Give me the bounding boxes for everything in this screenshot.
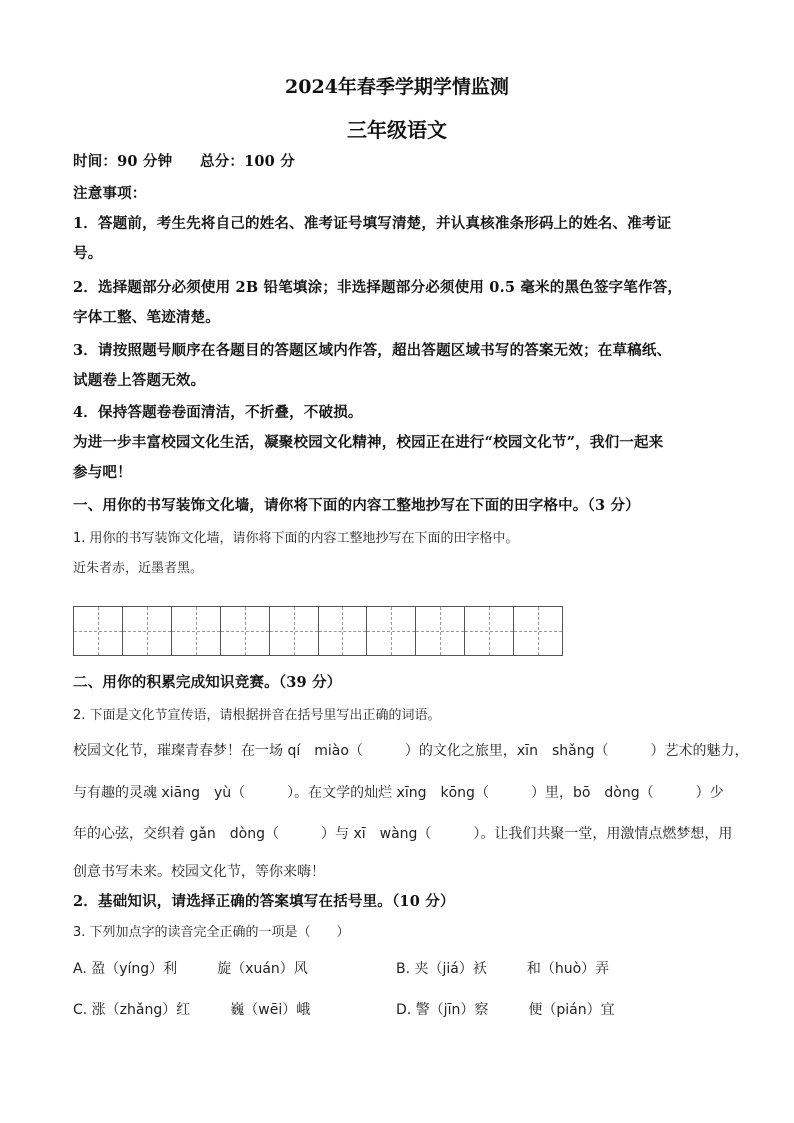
- question-2: 2. 下面是文化节宣传语，请根据拼音在括号里写出正确的词语。: [73, 708, 441, 723]
- question-3: 3. 下列加点字的读音完全正确的一项是（ ）: [73, 925, 350, 940]
- tianzige-cell[interactable]: [319, 607, 368, 655]
- tianzige-cell[interactable]: [172, 607, 221, 655]
- tianzige-cell[interactable]: [123, 607, 172, 655]
- tianzige-grid[interactable]: [73, 606, 563, 656]
- option-a-item-1: A. 盈（yíng）利: [73, 961, 178, 977]
- notice-item-3-cont: 试题卷上答题无效。: [73, 372, 206, 389]
- notice-heading: 注意事项：: [73, 185, 147, 202]
- option-c-item-1: C. 涨（zhǎng）红: [73, 1002, 191, 1018]
- exam-title: 2024年春季学期学情监测: [285, 76, 509, 98]
- option-b-item-2: 和（huò）弄: [526, 961, 610, 977]
- section-2-heading: 二、用你的积累完成知识竞赛。（39 分）: [73, 674, 342, 691]
- tianzige-cell[interactable]: [416, 607, 465, 655]
- tianzige-cell[interactable]: [465, 607, 514, 655]
- intro-text: 为进一步丰富校园文化生活，凝聚校园文化精神，校园正在进行“校园文化节”，我们一起来: [73, 434, 664, 451]
- option-a[interactable]: [73, 958, 308, 978]
- intro-text-cont: 参与吧！: [73, 464, 132, 481]
- option-d-item-2: 便（pián）宜: [528, 1002, 615, 1018]
- tianzige-cell[interactable]: [221, 607, 270, 655]
- exam-time: 时间：90 分钟: [73, 153, 173, 170]
- notice-item-3: 3．请按照题号顺序在各题目的答题区域内作答，超出答题区域书写的答案无效；在草稿纸、: [73, 342, 672, 359]
- option-c-item-2: 巍（wēi）峨: [230, 1002, 311, 1018]
- notice-item-4: 4．保持答题卷卷面清洁，不折叠，不破损。: [73, 404, 363, 421]
- section-3-heading: 2．基础知识，请选择正确的答案填写在括号里。（10 分）: [73, 893, 455, 910]
- option-a-item-2: 旋（xuán）风: [217, 961, 308, 977]
- exam-subtitle: 三年级语文: [347, 118, 447, 142]
- question-1-copy-text: 近朱者赤，近墨者黑。: [73, 561, 204, 576]
- question-1: 1. 用你的书写装饰文化墙，请你将下面的内容工整地抄写在下面的田字格中。: [73, 531, 519, 546]
- tianzige-cell[interactable]: [367, 607, 416, 655]
- question-2-paragraph-line: 创意书写未来。校园文化节，等你来嗨！: [73, 864, 325, 880]
- tianzige-cell[interactable]: [514, 607, 562, 655]
- question-2-paragraph-line: 与有趣的灵魂 xiāng yù（ ）。在文学的灿烂 xīng kōng（ ）里，bō dòng（ ）少: [73, 785, 724, 801]
- option-b[interactable]: [396, 958, 609, 978]
- question-2-paragraph-line: 年的心弦，交织着 gǎn dòng（ ）与 xī wàng（ ）。让我们共聚一堂，用激情点燃梦想，用: [73, 826, 733, 842]
- notice-item-1: 1．答题前，考生先将自己的姓名、准考证号填写清楚，并认真核准条形码上的姓名、准考证: [73, 215, 672, 232]
- question-2-paragraph-line: 校园文化节，璀璨青春梦！在一场 qí miào（ ）的文化之旅里，xīn shǎng（ ）艺术的魅力，: [73, 743, 749, 759]
- section-1-heading: 一、用你的书写装饰文化墙，请你将下面的内容工整地抄写在下面的田字格中。（3 分）: [73, 497, 640, 514]
- notice-item-1-cont: 号。: [73, 245, 103, 262]
- exam-total-score: 总分：100 分: [200, 153, 295, 170]
- notice-item-2-cont: 字体工整、笔迹清楚。: [73, 309, 220, 326]
- option-b-item-1: B. 夹（jiá）袄: [396, 961, 487, 977]
- option-c[interactable]: [73, 999, 310, 1019]
- tianzige-cell[interactable]: [270, 607, 319, 655]
- tianzige-cell[interactable]: [74, 607, 123, 655]
- notice-item-2: 2．选择题部分必须使用 2B 铅笔填涂；非选择题部分必须使用 0.5 毫米的黑色签字笔作答，: [73, 279, 683, 296]
- option-d-item-1: D. 警（jīn）察: [396, 1002, 489, 1018]
- option-d[interactable]: [396, 999, 615, 1019]
